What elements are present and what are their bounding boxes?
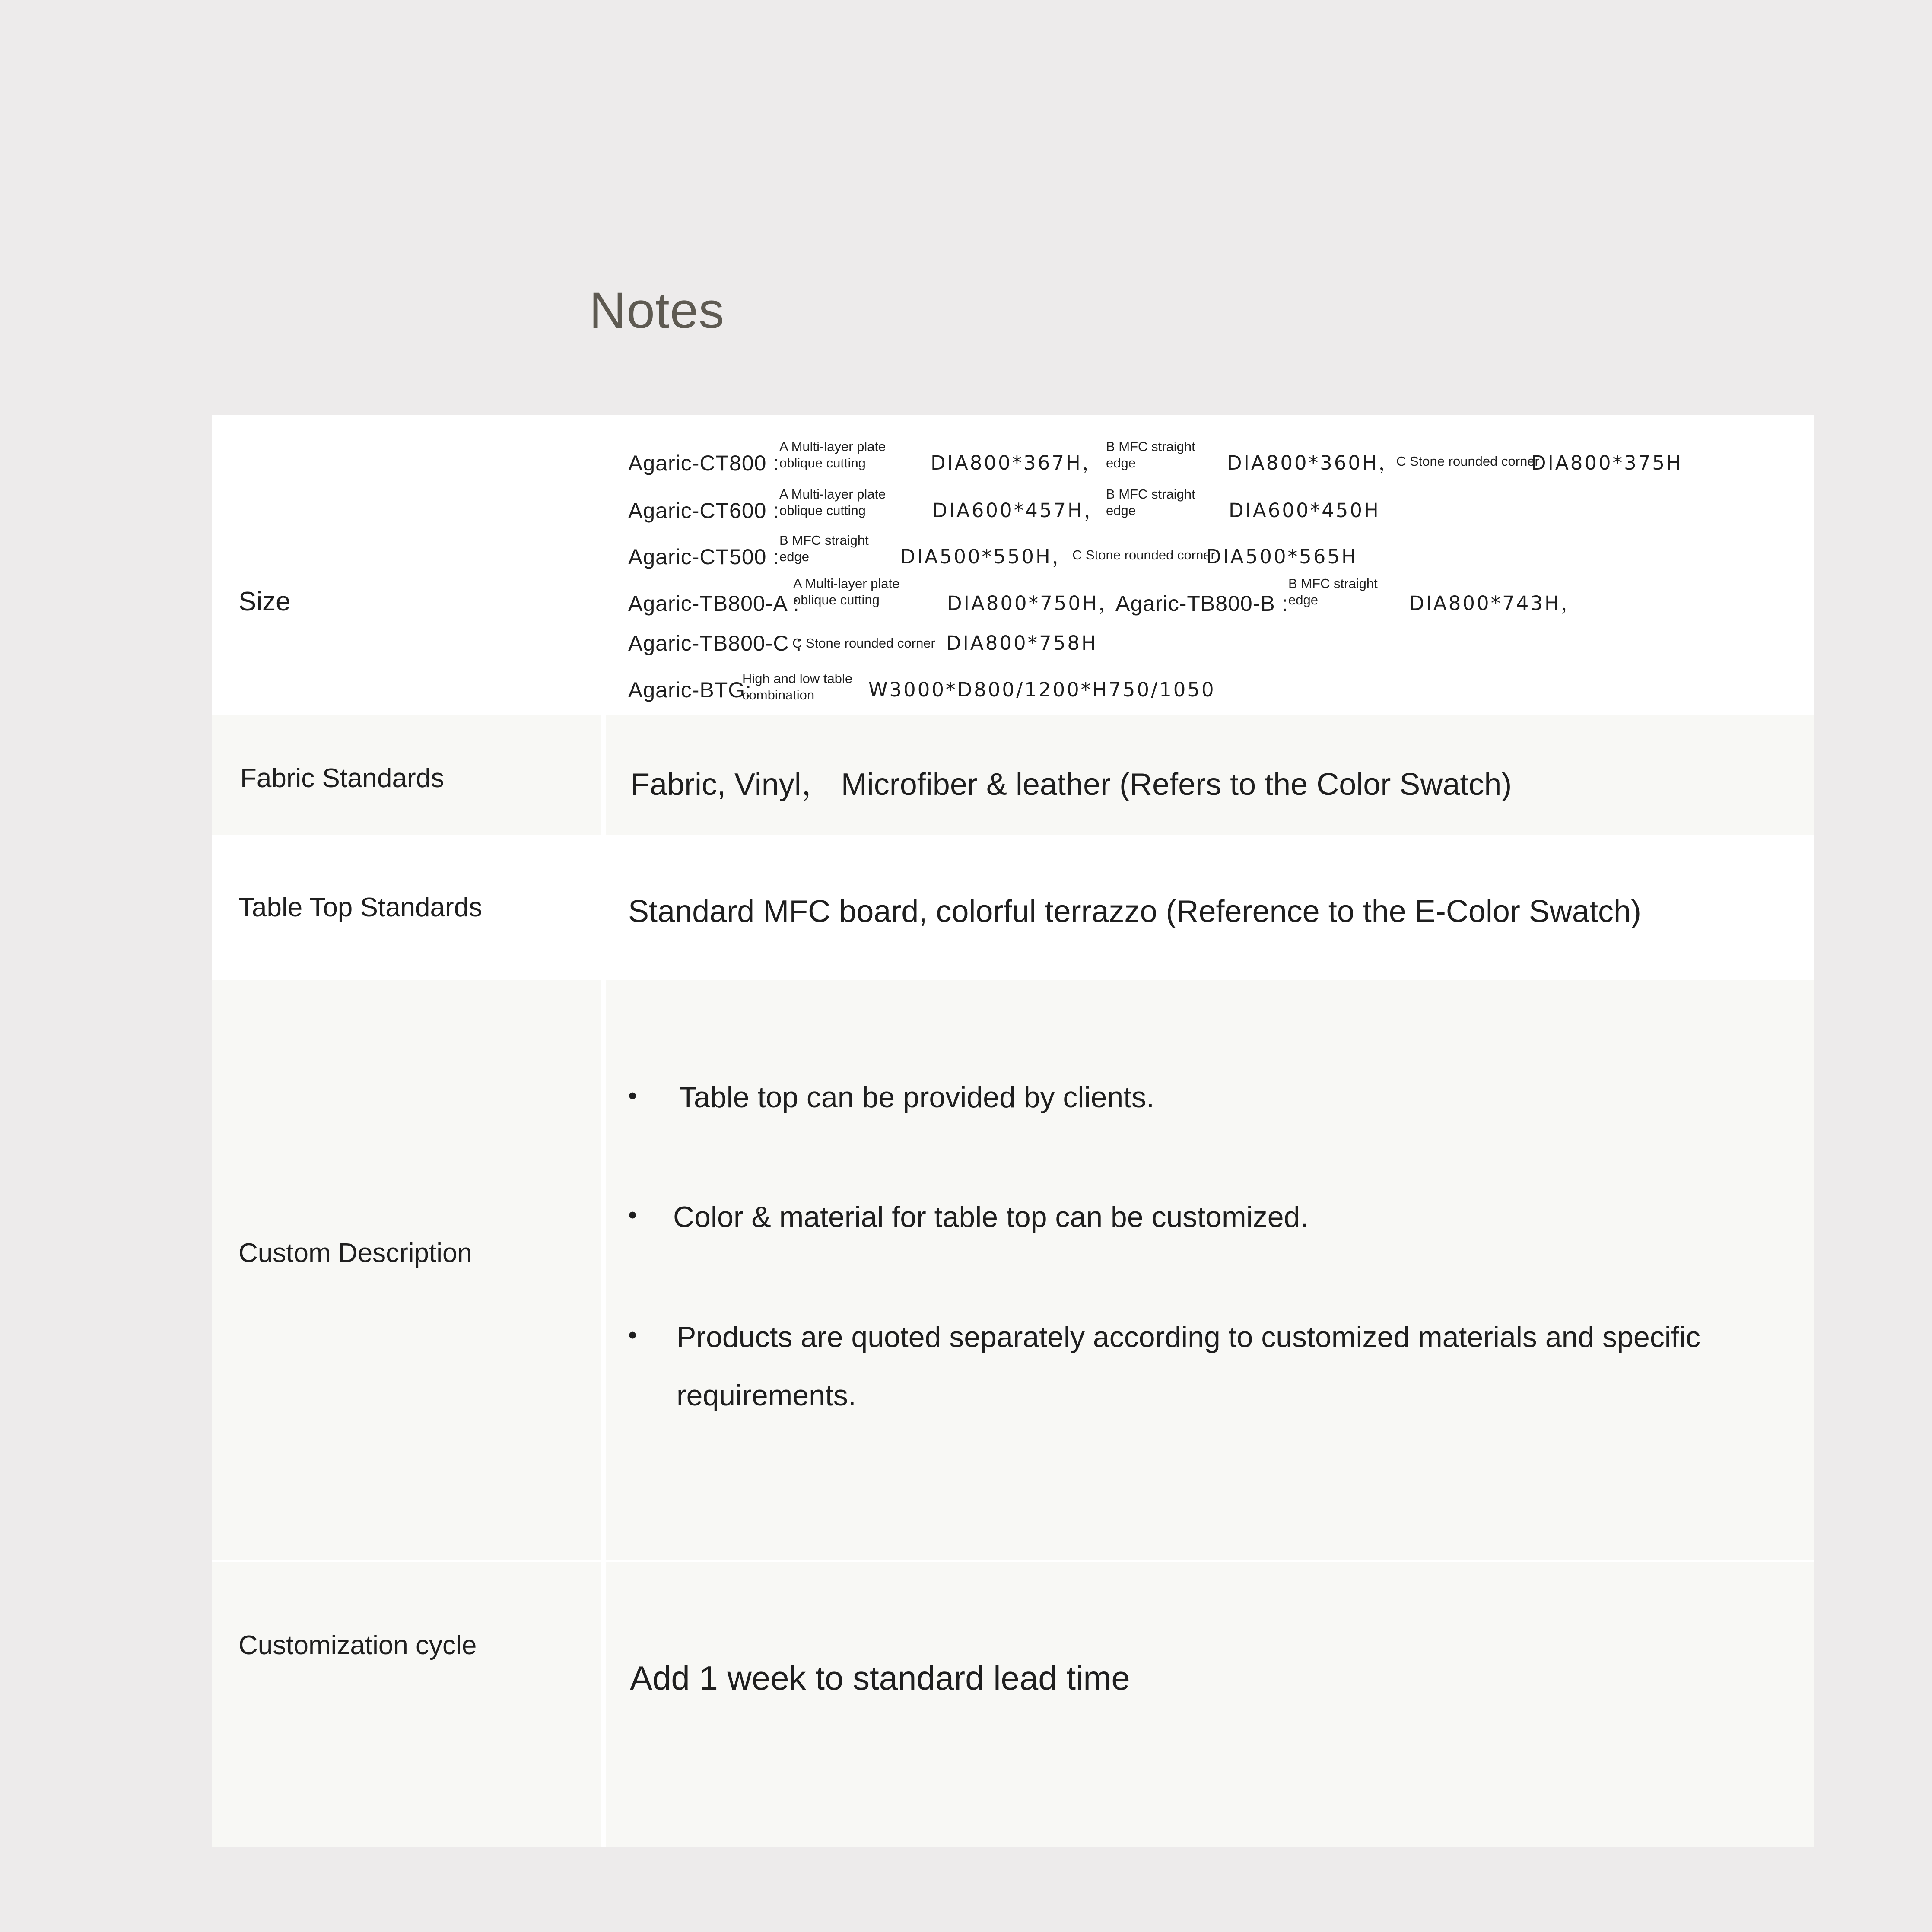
- table-top-row: [212, 835, 1814, 980]
- variant-dimension: DIA600*450H: [1229, 499, 1380, 522]
- variant-dimension: DIA800*360H，: [1227, 451, 1400, 474]
- variant-desc: A Multi-layer plate oblique cutting: [793, 576, 900, 607]
- custom-bullet-1: Table top can be provided by clients.: [679, 1081, 1155, 1114]
- custom-bullet-2: Color & material for table top can be customized.: [673, 1201, 1309, 1233]
- variant-dimension: DIA800*750H，: [947, 592, 1120, 615]
- variant-desc: High and low table combination: [742, 671, 853, 702]
- variant-dimension: DIA800*375H: [1531, 451, 1683, 474]
- variant-dimension: DIA800*743H，: [1409, 592, 1582, 615]
- variant-desc: C Stone rounded corner: [1396, 454, 1539, 469]
- notes-table: [212, 415, 1814, 1847]
- variant-desc: C Stone rounded corner: [792, 636, 935, 651]
- fabric-value: Fabric, Vinyl， Microfiber & leather (Refers to the Color Swatch): [631, 767, 1512, 802]
- variant-desc: B MFC straight edge: [1106, 439, 1195, 470]
- variant-dimension: W3000*D800/1200*H750/1050: [868, 678, 1216, 701]
- page-title: Notes: [589, 282, 725, 339]
- variant-desc: B MFC straight edge: [779, 533, 869, 564]
- variant-dimension: DIA800*758H: [946, 632, 1098, 655]
- custom-description-label: Custom Description: [238, 1238, 472, 1268]
- column-divider: [601, 1562, 606, 1847]
- custom-bullet-3: Products are quoted separately according to customized materials and specific requirements.: [677, 1321, 1700, 1412]
- table-top-value: Standard MFC board, colorful terrazzo (Reference to the E-Color Swatch): [628, 894, 1641, 929]
- variant-dimension: DIA500*565H: [1206, 545, 1358, 568]
- variant-dimension: DIA600*457H，: [932, 499, 1105, 522]
- variant-desc: B MFC straight edge: [1288, 576, 1378, 607]
- variant-desc: C Stone rounded corner: [1072, 547, 1215, 562]
- bullet-icon: •: [628, 1201, 637, 1229]
- custom-description-row: [212, 980, 1814, 1560]
- bullet-icon: •: [628, 1321, 637, 1349]
- customization-cycle-value: Add 1 week to standard lead time: [630, 1659, 1130, 1697]
- model-name: Agaric-BTG:: [628, 678, 752, 702]
- model-name: Agaric-TB800-B :: [1115, 591, 1288, 616]
- model-name: Agaric-CT500 :: [628, 545, 780, 569]
- size-row: [212, 415, 1814, 715]
- fabric-row: [212, 715, 1814, 835]
- model-name: Agaric-CT600 :: [628, 499, 780, 523]
- variant-desc: B MFC straight edge: [1106, 486, 1195, 518]
- model-name: Agaric-TB800-A :: [628, 591, 800, 616]
- size-label: Size: [238, 587, 291, 616]
- variant-desc: A Multi-layer plate oblique cutting: [779, 439, 886, 470]
- bullet-icon: •: [628, 1082, 637, 1110]
- table-top-label: Table Top Standards: [238, 893, 483, 922]
- customization-cycle-row: [212, 1560, 1814, 1847]
- fabric-label: Fabric Standards: [240, 763, 445, 793]
- variant-dimension: DIA500*550H，: [900, 545, 1073, 568]
- variant-desc: A Multi-layer plate oblique cutting: [779, 486, 886, 518]
- variant-dimension: DIA800*367H，: [931, 451, 1103, 474]
- column-divider: [601, 980, 606, 1560]
- customization-cycle-label: Customization cycle: [238, 1630, 477, 1660]
- model-name: Agaric-TB800-C :: [628, 631, 802, 655]
- model-name: Agaric-CT800 :: [628, 451, 780, 475]
- column-divider: [601, 715, 606, 835]
